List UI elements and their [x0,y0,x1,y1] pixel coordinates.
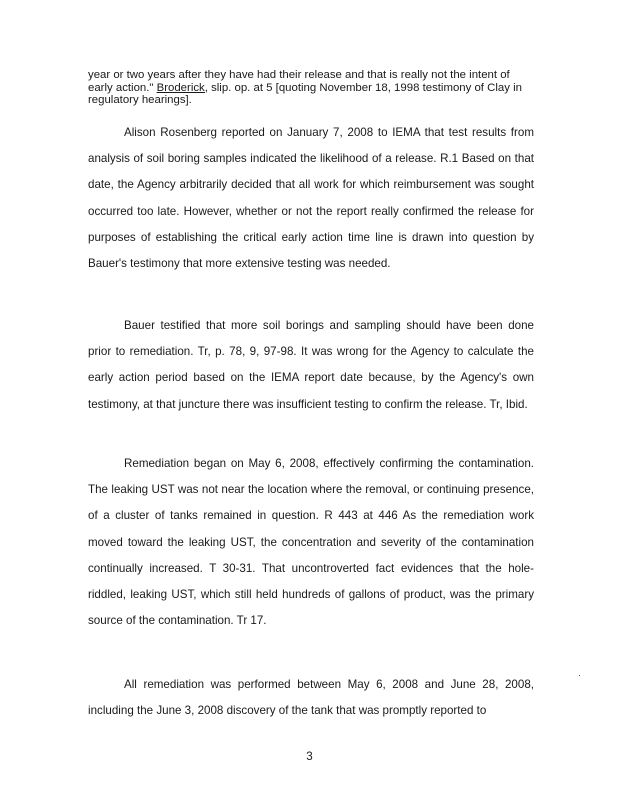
paragraph-rosenberg-report: Alison Rosenberg reported on January 7, 2008 to IEMA that test results from analysis of soil boring samples indicated the likelihood of a release. R.1 Based on that date, the Agency arbitrarily decided that all work for which reimbursement was sought occurred too late. However, whether or not the report really confirmed the release for purposes of establishing the critical early action time line is drawn into question by Bauer's testimony that more extensive testing was needed. [88,126,534,271]
block-quote [88,69,534,107]
paragraph-remediation-dates: All remediation was performed between May 6, 2008 and June 28, 2008, including the June 3, 2008 discovery of the tank that was promptly reported to [88,678,534,718]
quote-text-after: slip. op. at 5 [quoting November 18, 1998 testimony of Clay in regulatory hearings]. [88,81,522,107]
case-citation: Broderick, [156,81,208,94]
quote-text-before: year or two years after they have had their release and that is really not the intent of early action." [88,69,510,94]
paragraph-bauer-testimony: Bauer testified that more soil borings and sampling should have been done prior to remediation. Tr, p. 78, 9, 97-98. It was wrong for the Agency to calculate the early action period based on the IEMA report date because, by the Agency's own testimony, at that juncture there was insufficient testing to confirm the release. Tr, Ibid. [88,319,534,411]
scan-speck [579,675,580,676]
paragraph-remediation: Remediation began on May 6, 2008, effectively confirming the contamination. The leaking UST was not near the location where the removal, or continuing presence, of a cluster of tanks remained in question. R 443 at 446 As the remediation work moved toward the leaking UST, the concentration and severity of the contamination continually increased. T 30-31. That uncontroverted fact evidences that the hole-riddled, leaking UST, which still held hundreds of gallons of product, was the primary source of the contamination. Tr 17. [88,457,534,628]
page-number: 3 [306,750,313,763]
